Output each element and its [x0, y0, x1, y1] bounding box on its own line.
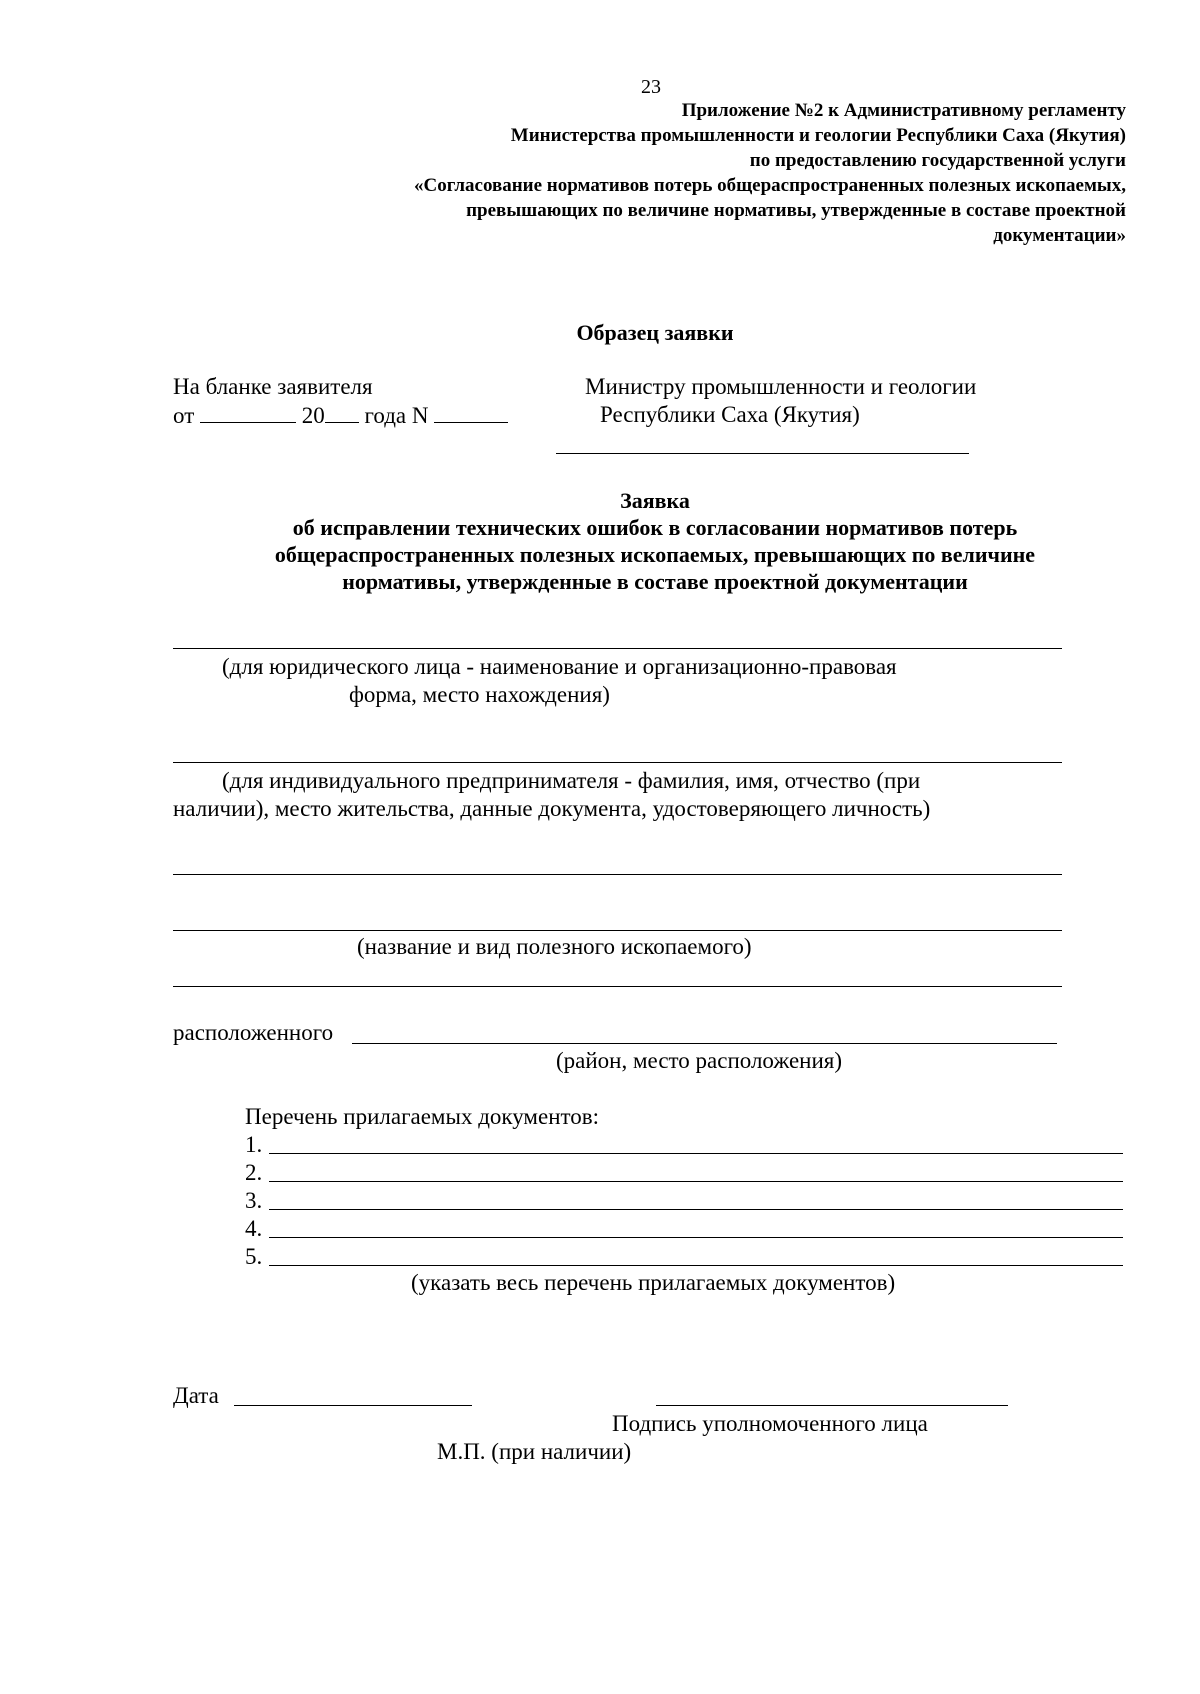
- applicant-date-line: [173, 402, 508, 429]
- year-suffix: года N: [364, 403, 429, 428]
- documents-hint: (указать весь перечень прилагаемых документов): [411, 1270, 896, 1295]
- legal-entity-hint-line-1: (для юридического лица - наименование и организационно-правовая: [222, 654, 897, 679]
- document-item-blank: [269, 1237, 1123, 1238]
- header-line: Приложение №2 к Административному регламенту: [681, 100, 1126, 121]
- location-hint: (район, место расположения): [556, 1048, 843, 1073]
- header-line: документации»: [993, 225, 1126, 246]
- location-blank: [352, 1043, 1057, 1044]
- addressee-line-1: Министру промышленности и геологии: [585, 374, 977, 399]
- header-line: Министерства промышленности и геологии Республики Саха (Якутия): [510, 125, 1126, 146]
- stamp-label: М.П. (при наличии): [437, 1439, 632, 1464]
- entrepreneur-blank: [173, 762, 1062, 763]
- entrepreneur-hint-line-2: наличии), место жительства, данные документа, удостоверяющего личность): [173, 796, 931, 821]
- header-line: «Согласование нормативов потерь общераспространенных полезных ископаемых,: [413, 175, 1126, 196]
- mineral-hint: (название и вид полезного ископаемого): [357, 934, 752, 959]
- mineral-extra-blank: [173, 986, 1062, 987]
- application-subtitle-line: нормативы, утвержденные в составе проектной документации: [342, 569, 968, 594]
- date-prefix: от: [173, 403, 195, 428]
- document-item-blank: [269, 1181, 1123, 1182]
- application-subtitle-line: общераспространенных полезных ископаемых, превышающих по величине: [274, 542, 1036, 567]
- addressee-name-blank: [556, 453, 969, 454]
- number-blank: [434, 402, 508, 423]
- located-label: расположенного: [173, 1020, 334, 1045]
- extra-blank-line: [173, 874, 1062, 875]
- entrepreneur-hint-line-1: (для индивидуального предпринимателя - фамилия, имя, отчество (при: [222, 768, 921, 793]
- date-blank: [234, 1405, 472, 1406]
- legal-entity-blank: [173, 648, 1062, 649]
- documents-label: Перечень прилагаемых документов:: [245, 1104, 600, 1129]
- header-line: по предоставлению государственной услуги: [749, 150, 1126, 171]
- document-item-blank: [269, 1209, 1123, 1210]
- year-prefix: 20: [301, 403, 325, 428]
- date-blank: [200, 402, 296, 423]
- signature-hint: Подпись уполномоченного лица: [612, 1411, 928, 1436]
- document-item-number: 1.: [245, 1132, 263, 1157]
- mineral-blank: [173, 930, 1062, 931]
- document-item-number: 3.: [245, 1188, 263, 1213]
- page-number: 23: [641, 76, 661, 98]
- form-title: Образец заявки: [576, 320, 734, 345]
- document-item-number: 4.: [245, 1216, 263, 1241]
- signature-blank: [656, 1405, 1008, 1406]
- application-title: Заявка: [620, 488, 690, 513]
- application-subtitle-line: об исправлении технических ошибок в согласовании нормативов потерь: [292, 515, 1018, 540]
- document-item-blank: [269, 1153, 1123, 1154]
- appendix-header: [414, 98, 1126, 248]
- date-label: Дата: [173, 1383, 219, 1408]
- letterhead-label: На бланке заявителя: [173, 374, 373, 399]
- document-item-number: 5.: [245, 1244, 263, 1269]
- year-blank: [325, 402, 359, 423]
- document-item-blank: [269, 1265, 1123, 1266]
- document-item-number: 2.: [245, 1160, 263, 1185]
- header-line: превышающих по величине нормативы, утвержденные в составе проектной: [466, 200, 1126, 221]
- legal-entity-hint-line-2: форма, место нахождения): [349, 682, 610, 707]
- addressee-line-2: Республики Саха (Якутия): [600, 402, 860, 427]
